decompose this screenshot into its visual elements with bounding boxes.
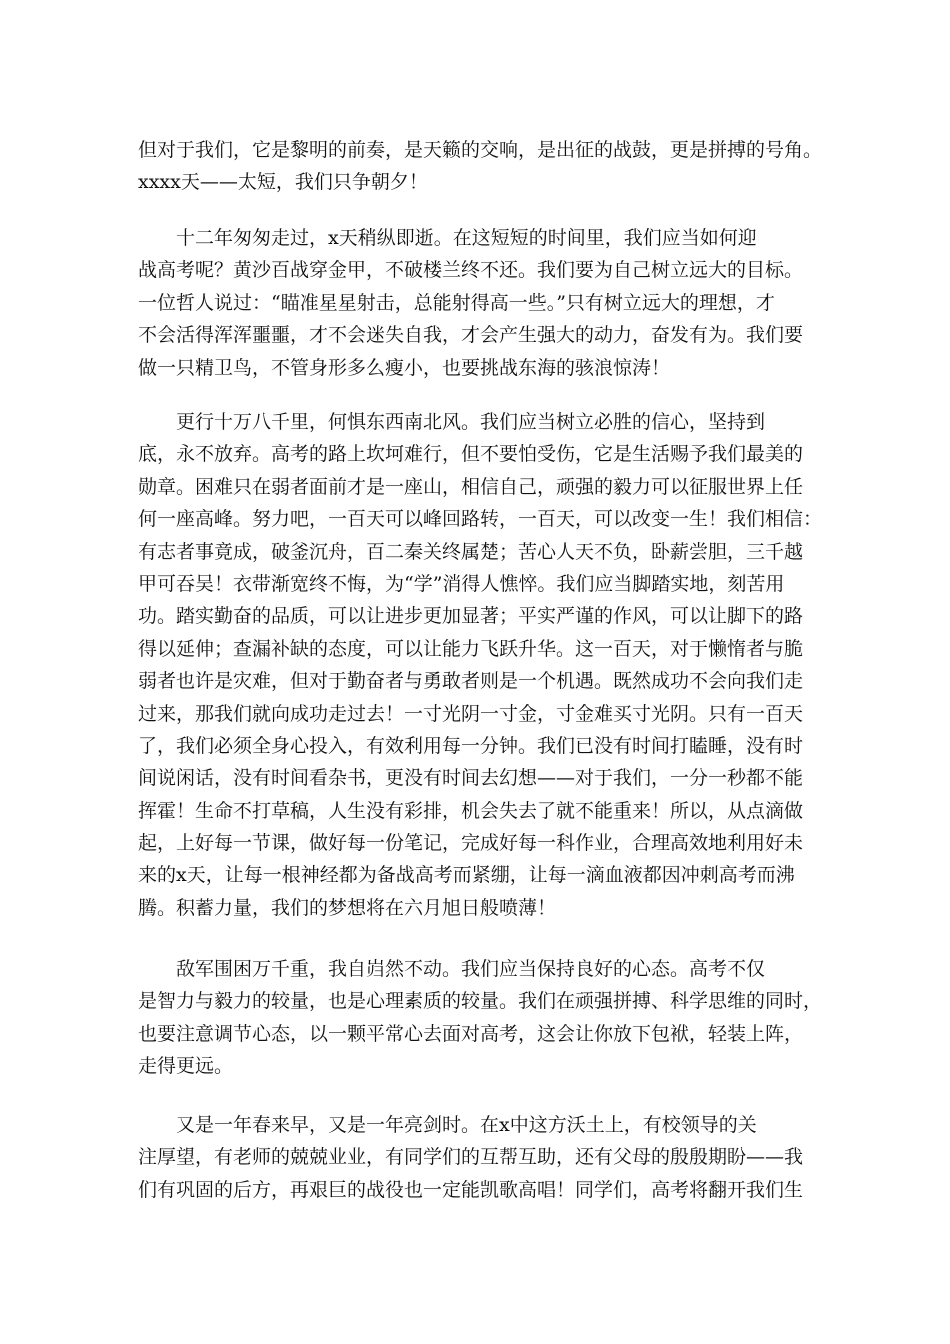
text-line: 不会活得浑浑噩噩，才不会迷失自我，才会产生强大的动力，奋发有为。我们要: [138, 324, 804, 347]
text-line: 做一只精卫鸟，不管身形多么瘦小，也要挑战东海的骇浪惊涛！: [138, 356, 671, 379]
paragraph-1: [138, 134, 828, 199]
text-line: 勋章。困难只在弱者面前才是一座山，相信自己，顽强的毅力可以征服世界上任: [138, 475, 804, 498]
text-line: 注厚望，有老师的兢兢业业，有同学们的互帮互助，还有父母的殷殷期盼——我: [138, 1146, 804, 1169]
text-line: 何一座高峰。努力吧，一百天可以峰回路转，一百天，可以改变一生！我们相信：: [138, 508, 823, 531]
paragraph-5: [138, 1109, 828, 1206]
paragraph-3: [138, 406, 828, 924]
text-line: xxxx天——太短，我们只争朝夕！: [138, 171, 428, 194]
text-line: 腾。积蓄力量，我们的梦想将在六月旭日般喷薄！: [138, 896, 557, 919]
text-line: 走得更远。: [138, 1055, 234, 1078]
text-line: 挥霍！生命不打草稿，人生没有彩排，机会失去了就不能重来！所以，从点滴做: [138, 799, 804, 822]
text-line: 是智力与毅力的较量，也是心理素质的较量。我们在顽强拼搏、科学思维的同时，: [138, 990, 823, 1013]
text-line: 们有巩固的后方，再艰巨的战役也一定能凯歌高唱！同学们，高考将翻开我们生: [138, 1178, 804, 1201]
text-line: 功。踏实勤奋的品质，可以让进步更加显著；平实严谨的作风，可以让脚下的路: [138, 605, 804, 628]
text-line: 敌军围困万千重，我自岿然不动。我们应当保持良好的心态。高考不仅: [138, 958, 766, 980]
text-line: 战高考呢？黄沙百战穿金甲，不破楼兰终不还。我们要为自己树立远大的目标。: [138, 259, 804, 282]
text-line: 底，永不放弃。高考的路上坎坷难行，但不要怕受伤，它是生活赐予我们最美的: [138, 443, 804, 466]
text-line: 一位哲人说过：“瞄准星星射击，总能射得高一些。”只有树立远大的理想，才: [138, 291, 775, 314]
text-line: 过来，那我们就向成功走过去！一寸光阴一寸金，寸金难买寸光阴。只有一百天: [138, 702, 804, 725]
text-line: 更行十万八千里，何惧东西南北风。我们应当树立必胜的信心，坚持到: [138, 411, 766, 433]
text-line: 弱者也许是灾难，但对于勤奋者与勇敢者则是一个机遇。既然成功不会向我们走: [138, 670, 804, 693]
text-line: 间说闲话，没有时间看杂书，更没有时间去幻想——对于我们，一分一秒都不能: [138, 767, 804, 790]
text-line: 有志者事竟成，破釜沉舟，百二秦关终属楚；苦心人天不负，卧薪尝胆，三千越: [138, 540, 804, 563]
text-line: 起，上好每一节课，做好每一份笔记，完成好每一科作业，合理高效地利用好未: [138, 832, 804, 855]
text-line: 十二年匆匆走过，x天稍纵即逝。在这短短的时间里，我们应当如何迎: [138, 227, 757, 249]
text-line: 甲可吞吴！衣带渐宽终不悔，为“学”消得人憔悴。我们应当脚踏实地，刻苦用: [138, 572, 785, 595]
text-line: 了，我们必须全身心投入，有效利用每一分钟。我们已没有时间打瞌睡，没有时: [138, 734, 804, 757]
text-line: 但对于我们，它是黎明的前奏，是天籁的交响，是出征的战鼓，更是拼搏的号角。: [138, 139, 823, 161]
paragraph-4: [138, 953, 828, 1083]
paragraph-2: [138, 222, 828, 384]
text-line: 也要注意调节心态，以一颗平常心去面对高考，这会让你放下包袱，轻装上阵，: [138, 1022, 804, 1045]
text-line: 得以延伸；查漏补缺的态度，可以让能力飞跃升华。这一百天，对于懒惰者与脆: [138, 637, 804, 660]
text-line: 又是一年春来早，又是一年亮剑时。在x中这方沃土上，有校领导的关: [138, 1114, 757, 1136]
text-line: 来的x天，让每一根神经都为备战高考而紧绷，让每一滴血液都因冲刺高考而沸: [138, 864, 795, 887]
